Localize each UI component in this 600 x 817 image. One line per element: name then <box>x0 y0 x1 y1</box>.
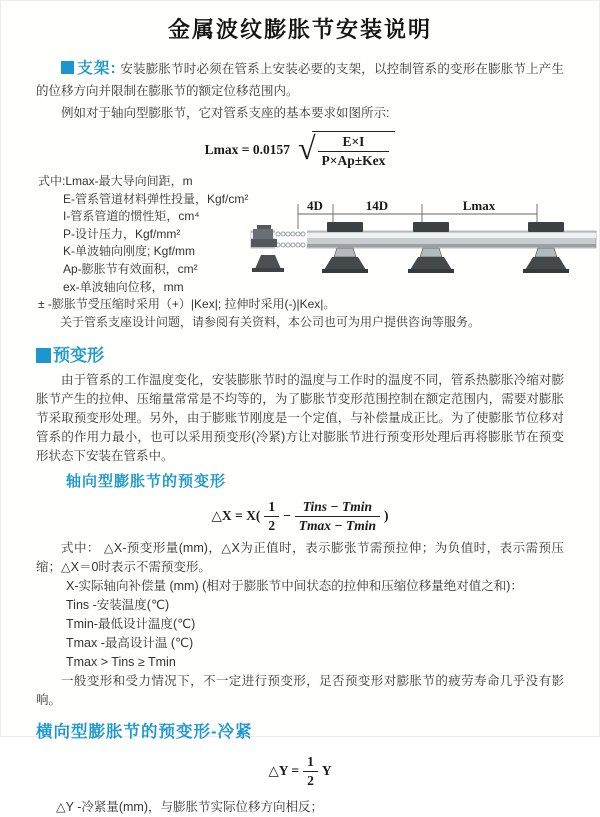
bellows-icon <box>275 229 307 250</box>
fraction-denominator: 2 <box>268 517 276 533</box>
predeform-body-text: 由于管系的工作温度变化，安装膨胀节时的温度与工作时的温度不同，管系热膨胀冷缩对膨胀节产生的拉伸、压缩量常常是不均等的，为了膨胀节变形范围控制在额定范围内，需要对膨胀节采取预变形处理。另外，由于膨账节刚度是一个定值，与补偿量成正比。为了使膨胀节位移对管系的作用力最小，也可以采用预变形(冷紧)方让对膨胀节进行预变形处理后再将膨胀节在预变形状态下安装在管系中。 <box>36 373 564 464</box>
formula-lhs: △Y = <box>268 763 300 779</box>
lateral-subsection-heading: 横向型膨胀节的预变形-冷紧 <box>36 723 253 742</box>
radicand <box>312 131 396 168</box>
variable-item: ex-单波轴向位移，mm <box>63 279 184 294</box>
lateral-formula <box>1 754 599 788</box>
support-example-text: 例如对于轴向型膨胀节，它对管系支座的基本要求如图所示: <box>61 106 390 120</box>
consult-note: 关于管系支座设计问题，请参阅有关资料，本公司也可为用户提供咨询等服务。 <box>60 314 481 329</box>
blue-square-icon <box>61 61 74 74</box>
formula-rhs: ) <box>383 508 389 524</box>
axial-notes <box>36 577 564 672</box>
support-heading-label: 支架: <box>77 60 117 77</box>
fraction-numerator: Tins − Tmin <box>295 499 380 517</box>
support-section <box>36 58 564 124</box>
formula-lhs: △X = X( <box>211 508 261 524</box>
axial-formula <box>1 499 599 533</box>
where-lead: 式中:Lmax-最大导向间距，m <box>38 174 193 189</box>
variable-item: E-管系管道材料弹性投量，Kgf/cm² <box>63 191 249 206</box>
fraction-numerator: 1 <box>264 499 279 517</box>
dim-label-4d: 4D <box>307 198 323 213</box>
axial-note-item: Tmin-最低设计温度(℃) <box>66 617 196 632</box>
predeform-section-heading <box>36 341 564 366</box>
formula-lhs: Lmax = 0.0157 <box>204 141 290 157</box>
fraction <box>318 134 390 168</box>
variable-item: Ap-膨胀节有效面积，cm² <box>63 262 198 276</box>
temperature-fraction <box>295 499 380 533</box>
fraction-numerator: E×I <box>318 134 390 152</box>
dim-label-14d: 14D <box>365 198 389 213</box>
axial-where-text: 式中： △X-预变形量(mm)，△X为正值时，表示膨张节需预拉伸；为负值时，表示需预压缩；△X＝0时表示不需预变形。 <box>36 541 564 575</box>
minus-operator: − <box>283 508 291 524</box>
support-intro-text: 安装膨胀节时必须在管系上安装必要的支架，以控制管系的变形在膨胀节上产生的位移方向并限制在膨胀节的额定位移范围内。 <box>36 62 564 98</box>
axial-subsection-heading: 轴向型膨胀节的预变形 <box>66 473 227 491</box>
fraction-one-half <box>264 499 279 533</box>
fraction-one-half <box>303 754 318 788</box>
axial-note-item: X-实际轴向补偿量 (mm) (相对于膨胀节中间状态的拉伸和压缩位移量绝对值之和)： <box>66 579 523 594</box>
fraction-denominator: P×Ap±Kex <box>321 152 386 168</box>
axial-note-item: Tmax -最高设计温 (℃) <box>66 636 194 651</box>
pipe-support-diagram <box>251 193 596 288</box>
page-title: 金属波纹膨胀节安装说明 <box>167 17 432 42</box>
axial-note-item: Tins -安装温度(℃) <box>66 598 170 613</box>
lmax-formula <box>1 131 599 168</box>
axial-note-item: Tmax > Tins ≥ Tmin <box>66 655 176 670</box>
variable-item: P-设计压力，Kgf/mm² <box>63 226 181 241</box>
pipe-support-diagram-svg <box>251 193 596 288</box>
fraction-denominator: 2 <box>307 772 314 788</box>
variable-item: K-单波轴向刚度; Kgf/mm <box>63 244 196 259</box>
square-root <box>298 131 395 168</box>
formula-rhs: Y <box>321 763 332 779</box>
radical-sign-icon: √ <box>297 129 316 166</box>
axial-remark-text: 一般变形和受力情况下，不一定进行预变形，足否预变形对膨胀节的疲劳寿命几乎没有影响。 <box>36 674 564 708</box>
support-intro-paragraph <box>36 58 564 102</box>
variable-item: I-管系管道的惯性矩，cm⁴ <box>63 209 200 224</box>
fraction-denominator: Tmax − Tmin <box>298 517 376 533</box>
fraction-numerator: 1 <box>303 754 318 772</box>
dim-label-lmax: Lmax <box>462 198 496 213</box>
predeform-heading-label: 预变形 <box>53 346 104 366</box>
blue-square-icon <box>36 348 51 363</box>
plus-minus-note: ± -膨胀节受压缩时采用（+）|Kex|; 拉伸时采用(-)|Kex|。 <box>38 297 336 312</box>
lateral-note-text: △Y -冷紧量(mm)，与膨胀节实际位移方向相反； <box>56 800 324 815</box>
